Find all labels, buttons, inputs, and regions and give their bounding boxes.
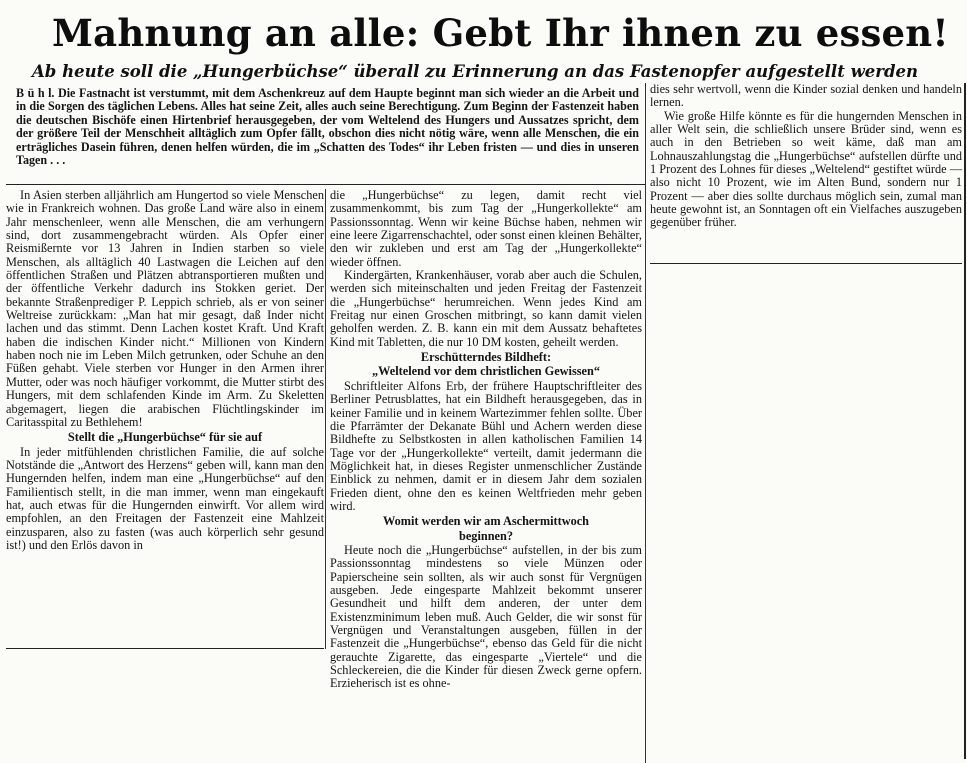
article-column-1 — [6, 189, 324, 552]
section-heading-hungerbuechse: Stellt die „Hungerbüchse“ für sie auf — [67, 430, 263, 445]
paragraph-continuation: die „Hungerbüchse“ zu legen, damit recht viel zusammenkommt, bis zum Tag der „Hungerkollekte“ am Passionssonntag. Wenn wir keine Büchse haben, nehmen wir eine leere Zigarrenschachtel, oder sonst einen kleinen Behälter, den wir zukleben und erst am Tag der „Hungerkollekte“ wieder öffnen. — [330, 188, 642, 269]
section-heading-aschermittwoch-2: beginnen? — [459, 528, 513, 543]
column-c-end-rule — [650, 263, 962, 264]
column-divider-1 — [325, 189, 326, 649]
article-column-3 — [650, 83, 962, 230]
page-edge-rule — [964, 83, 966, 759]
paragraph-schools: Kindergärten, Krankenhäuser, vorab aber auch die Schulen, werden sich miteinschalten und jeden Freitag der Fastenzeit die „Hungerbüchse“ herumreichen. Wenn jedes Kind am Freitag nur einen Groschen mitbringt, so kann damit vielen geholfen werden. Z. B. kann ein mit dem Aussatz behaftetes Kind mit Tabletten, die nur 10 DM kosten, geheilt werden. — [330, 268, 642, 349]
paragraph-family: In jeder mitfühlenden christlichen Familie, die auf solche Notstände die „Antwort des Herzens“ geben will, kann man den Hungernden helfen, indem man eine „Hungerbüchse“ auf den Familientisch stellt, in die man immer, wenn man eingekauft hat, auch etwas für die Hungernden einwirft. Vor allem wird empfohlen, an den Freitagen der Fastenzeit eine Mahlzeit einzusparen, also zu fasten (was auch körperlich sehr gesund ist!) und den Erlös davon in — [6, 444, 324, 552]
column-a-end-rule — [6, 648, 324, 649]
article-column-2 — [330, 189, 642, 691]
subheadline: Ab heute soll die „Hungerbüchse“ überall zu Erinnerung an das Fastenopfer aufgestellt werden — [32, 62, 918, 81]
section-heading-bildheft: Erschütterndes Bildheft: — [420, 350, 552, 365]
paragraph-companies: Wie große Hilfe könnte es für die hungernden Menschen in aller Welt sein, die schließlich unsere Brüder sind, wenn es auch in den Betrieben so weit käme, daß man am Lohnauszahlungstag die „Hungerbüchse“ aufstellen dürfte und 1 Prozent des Lohnes für dieses „Weltelend“ gestiftet würde — also nicht 10 Prozent, wie im Alten Bund, sondern nur 1 Prozent — aber dies sollte durchaus möglich sein, zumal man heute gewohnt ist, an Sonntagen oft ein Vielfaches auszugeben gegenüber früher. — [650, 108, 962, 230]
lead-paragraph — [16, 87, 639, 167]
paragraph-asia: In Asien sterben alljährlich am Hungertod so viele Menschen wie in Frankreich wohnen. Das große Land wäre also in einem Jahr menschenleer, wenn alle Menschen, die am verhungern sind, dort zusammengebracht würden. Als Opfer einer Reismißernte vor 13 Jahren in Indien starben so viele Menschen, als alltäglich 40 Lastwagen die Leichen auf den öffentlichen Straßen und Plätzen abtransportieren mußten und der öffentliche Verkehr dadurch ins Stokken geriet. Der bekannte Straßenprediger P. Leppich schrieb, als er von seiner Weltreise zurückkam: „Man hat mir gesagt, daß Inder nicht lachen und das stimmt. Denn Lachen kostet Kraft. Und Kraft haben die indischen Kinder nicht.“ Millionen von Kindern haben noch nie im Leben Milch getrunken, oder Schuhe an den Füßen gehabt. Viele sterben vor Hunger in den Armen ihrer Mutter, oder was noch häufiger vorkommt, die Mutter stirbt des Hungers, mit dem schlafenden Kinde im Arm. Zu Skeletten abgemagert, liegen die arabischen Flüchtlingskinder im Caritasspital zu Bethlehem! — [6, 188, 324, 429]
column-divider-2 — [645, 83, 646, 763]
section-heading-aschermittwoch: Womit werden wir am Aschermittwoch — [382, 514, 590, 529]
paragraph-children: dies sehr wertvoll, wenn die Kinder sozial denken und handeln lernen. — [650, 82, 962, 110]
lead-divider — [6, 184, 646, 185]
headline: Mahnung an alle: Gebt Ihr ihnen zu essen! — [52, 11, 949, 55]
lead-text: B ü h l. Die Fastnacht ist verstummt, mit dem Aschenkreuz auf dem Haupte beginnt man sich wieder an die Arbeit und in die Sorgen des täglichen Lebens. Alles hat seine Zeit, alles auch seine Berechtigung. Zum Beginn der Fastenzeit haben die deutschen Bischöfe einen Hirtenbrief herausgegeben, der vom Weltelend des Hungers und Aussatzes spricht, dem der größere Teil der Menschheit alltäglich zum Opfer fällt, obschon dies nicht nötig wäre, wenn alle Menschen, die ein erträgliches Dasein führen, denen helfen würden, die im „Schatten des Todes“ ihr Leben fristen — und dies in unseren Tagen . . . — [16, 86, 639, 168]
paragraph-erb: Schriftleiter Alfons Erb, der frühere Hauptschriftleiter des Berliner Petrusblattes, hat ein Bildheft herausgegeben, das in keiner Familie und in keinem Wartezimmer fehlen sollte. Über die Pfarrämter der Dekanate Bühl und Achern werden diese Bildhefte zu Selbstkosten in allen katholischen Familien 14 Tage vor der „Hungerkollekte“ verteilt, damit jedermann die Möglichkeit hat, in dieses Register unmenschlicher Zustände Einblick zu nehmen, damit er in diesem Jahr dem sozialen Frieden dient, ohne den es keinen Weltfrieden mehr geben wird. — [330, 378, 642, 513]
section-heading-bildheft-title: „Weltelend vor dem christlichen Gewissen“ — [372, 364, 600, 379]
paragraph-today: Heute noch die „Hungerbüchse“ aufstellen, in der bis zum Passionssonntag mindestens so viele Münzen oder Papierscheine sein sollten, als wir auch sonst für Vergnügen ausgeben. Jede eingesparte Mahlzeit bekommt unserer Gesundheit und hilft dem anderen, der unter dem Existenzminimum leben muß. Auch Gelder, die wir sonst für Vergnügen und Veranstaltungen ausgeben, füllen in der Fastenzeit die „Hungerbüchse“, ebenso das Geld für die nicht gerauchte Zigarette, das eingesparte „Viertele“ und die Schleckereien, die die Kinder für diesen Zweck gerne opfern. Erzieherisch ist es ohne- — [330, 542, 642, 691]
